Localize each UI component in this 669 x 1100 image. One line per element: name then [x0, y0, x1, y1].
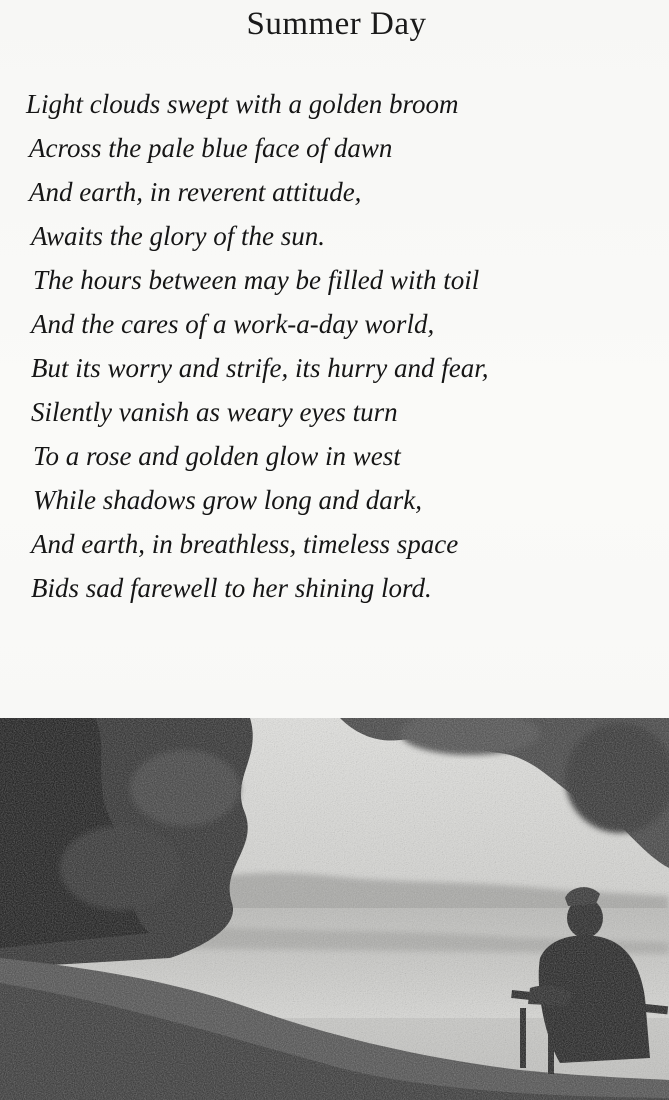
poem-line: While shadows grow long and dark,	[33, 485, 423, 515]
poem-line: Silently vanish as weary eyes turn	[31, 397, 398, 427]
poem-line: Light clouds swept with a golden broom	[26, 89, 459, 119]
poem-line: But its worry and strife, its hurry and fear,	[31, 353, 489, 383]
poem-line: Across the pale blue face of dawn	[29, 133, 393, 163]
poem-line: And the cares of a work-a-day world,	[31, 309, 435, 339]
poem-line: And earth, in reverent attitude,	[29, 177, 362, 207]
poem-line: The hours between may be filled with toil	[33, 265, 480, 295]
poem-body	[26, 82, 646, 610]
poem-line: Awaits the glory of the sun.	[31, 221, 325, 251]
lakeside-photo-image	[0, 718, 669, 1100]
lakeside-photo	[0, 718, 669, 1100]
poem-title: Summer Day	[246, 6, 427, 42]
poem-line: And earth, in breathless, timeless space	[31, 529, 459, 559]
poem-line: To a rose and golden glow in west	[33, 441, 401, 471]
poem-line: Bids sad farewell to her shining lord.	[31, 573, 432, 603]
